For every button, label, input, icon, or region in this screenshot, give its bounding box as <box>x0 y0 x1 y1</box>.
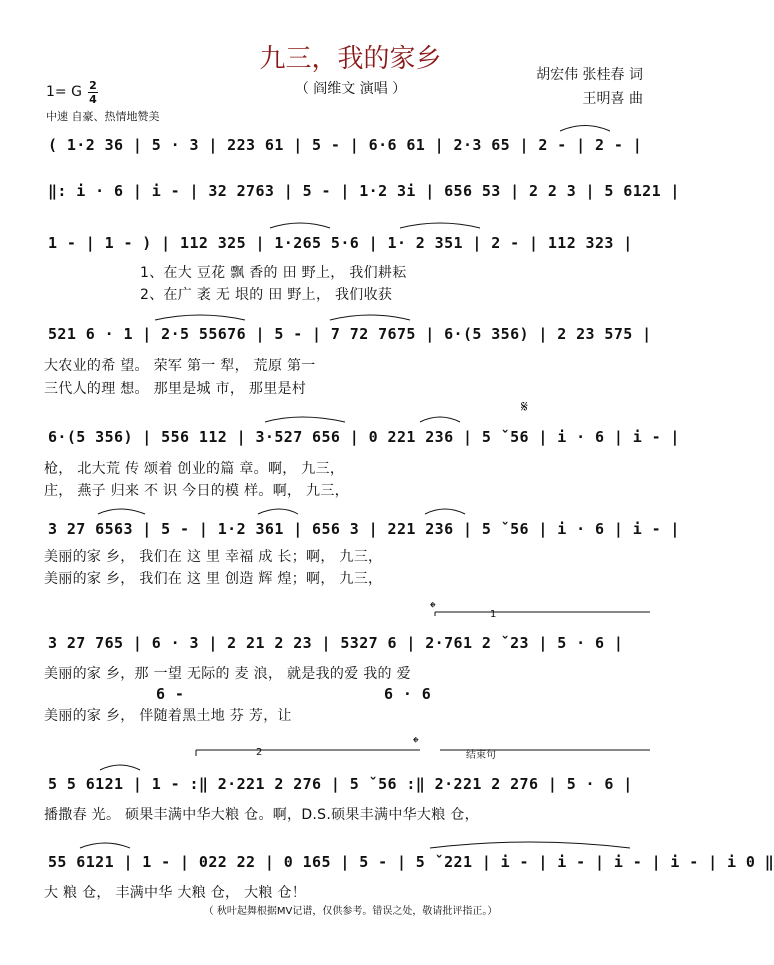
slur-line <box>420 417 460 422</box>
coda-icon: 𝄌 <box>413 733 419 752</box>
time-signature-denominator: 4 <box>89 93 97 106</box>
slur-line <box>400 223 480 228</box>
lyric-line: 美丽的家 乡，那 一望 无际的 麦 浪， 就是我的爱 我的 爱 <box>44 666 411 682</box>
lyric-line: 大 粮 仓， 丰满中华 大粮 仓， 大粮 仓！ <box>44 885 307 901</box>
volta-1-label: 1 <box>490 609 497 620</box>
lyric-line: 美丽的家 乡， 伴随着黑土地 芬 芳，让 <box>44 708 292 724</box>
volta-2-bracket <box>196 750 420 756</box>
singer-credit: （ 阎维文 演唱 ） <box>294 81 407 97</box>
notation-row: 3 27 765 | 6 · 3 | 2 21 2 23 | 5327 6 | 2·761 2 ˇ23 | 5 · 6 | <box>48 634 624 652</box>
lyric-line: 庄， 燕子 归来 不 识 今日的模 样。啊， 九三， <box>44 483 349 499</box>
slur-line <box>265 417 345 422</box>
lyric-line: 枪， 北大荒 传 颂着 创业的篇 章。啊， 九三， <box>44 461 345 477</box>
lyric-line: 播撒春 光。 硕果丰满中华大粮 仓。啊，D.S.硕果丰满中华大粮 仓， <box>44 807 479 823</box>
tie-line <box>560 126 610 132</box>
lyric-line: 美丽的家 乡， 我们在 这 里 幸福 成 长；啊， 九三， <box>44 549 383 565</box>
time-signature <box>88 80 98 105</box>
slur-line <box>100 765 140 770</box>
lyricist-credit: 胡宏伟 张桂春 词 <box>536 67 643 83</box>
slur-line <box>80 843 130 848</box>
volta-1-bracket <box>435 612 650 616</box>
notation-row: 55 6121 | 1 - | 022 22 | 0 165 | 5 - | 5 ˇ221 | i - | i - | i - | i - | i 0 ‖ <box>48 853 774 871</box>
lyric-line: 大农业的希 望。 荣军 第一 犁， 荒原 第一 <box>44 358 316 374</box>
notation-row: 521 6 · 1 | 2·5 55676 | 5 - | 7 72 7675 | 6·(5 356) | 2 23 575 | <box>48 325 652 343</box>
slur-line <box>270 223 330 228</box>
lyric-line: 美丽的家 乡， 我们在 这 里 创造 辉 煌；啊， 九三， <box>44 571 383 587</box>
composer-credit: 王明喜 曲 <box>582 91 643 107</box>
tempo-marking: 中速 自豪、热情地赞美 <box>46 110 160 123</box>
lyric-line: 2、在广 袤 无 垠的 田 野上， 我们收获 <box>140 287 393 303</box>
key-signature: 1= G <box>46 84 82 100</box>
footer-note: （ 秋叶起舞根据MV记谱，仅供参考。错误之处，敬请批评指正。） <box>203 906 498 917</box>
alternate-notes: 6 - <box>156 685 185 703</box>
notation-row: ‖: i · 6 | i - | 32 2763 | 5 - | 1·2 3i | 656 53 | 2 2 3 | 5 6121 | <box>48 182 680 200</box>
alternate-notes: 6 · 6 <box>384 685 432 703</box>
song-title: 九三，我的家乡 <box>259 44 442 74</box>
volta-2-label: 2 <box>256 747 263 758</box>
slur-line <box>330 315 410 320</box>
ending-label: 结束句 <box>466 750 496 761</box>
lyric-line: 1、在大 豆花 飘 香的 田 野上， 我们耕耘 <box>140 265 407 281</box>
segno-icon: 𝄋 <box>521 397 528 416</box>
slur-line <box>258 509 298 514</box>
notation-row: ( 1·2 36 | 5 · 3 | 223 61 | 5 - | 6·6 61 | 2·3 65 | 2 - | 2 - | <box>48 136 643 154</box>
slur-line <box>425 509 465 514</box>
notation-row: 3 27 6563 | 5 - | 1·2 361 | 656 3 | 221 236 | 5 ˇ56 | i · 6 | i - | <box>48 520 680 538</box>
notation-row: 6·(5 356) | 556 112 | 3·527 656 | 0 221 236 | 5 ˇ56 | i · 6 | i - | <box>48 428 680 446</box>
notation-row: 5 5 6121 | 1 - :‖ 2·221 2 276 | 5 ˇ56 :‖ 2·221 2 276 | 5 · 6 | <box>48 775 633 793</box>
tie-line <box>430 842 630 848</box>
notation-row: 1 - | 1 - ) | 112 325 | 1·265 5·6 | 1· 2 351 | 2 - | 112 323 | <box>48 234 633 252</box>
coda-icon: 𝄌 <box>430 598 436 617</box>
time-signature-numerator: 2 <box>89 79 97 92</box>
slur-line <box>155 315 245 320</box>
slur-line <box>98 509 145 514</box>
lyric-line: 三代人的理 想。 那里是城 市， 那里是村 <box>44 381 307 397</box>
